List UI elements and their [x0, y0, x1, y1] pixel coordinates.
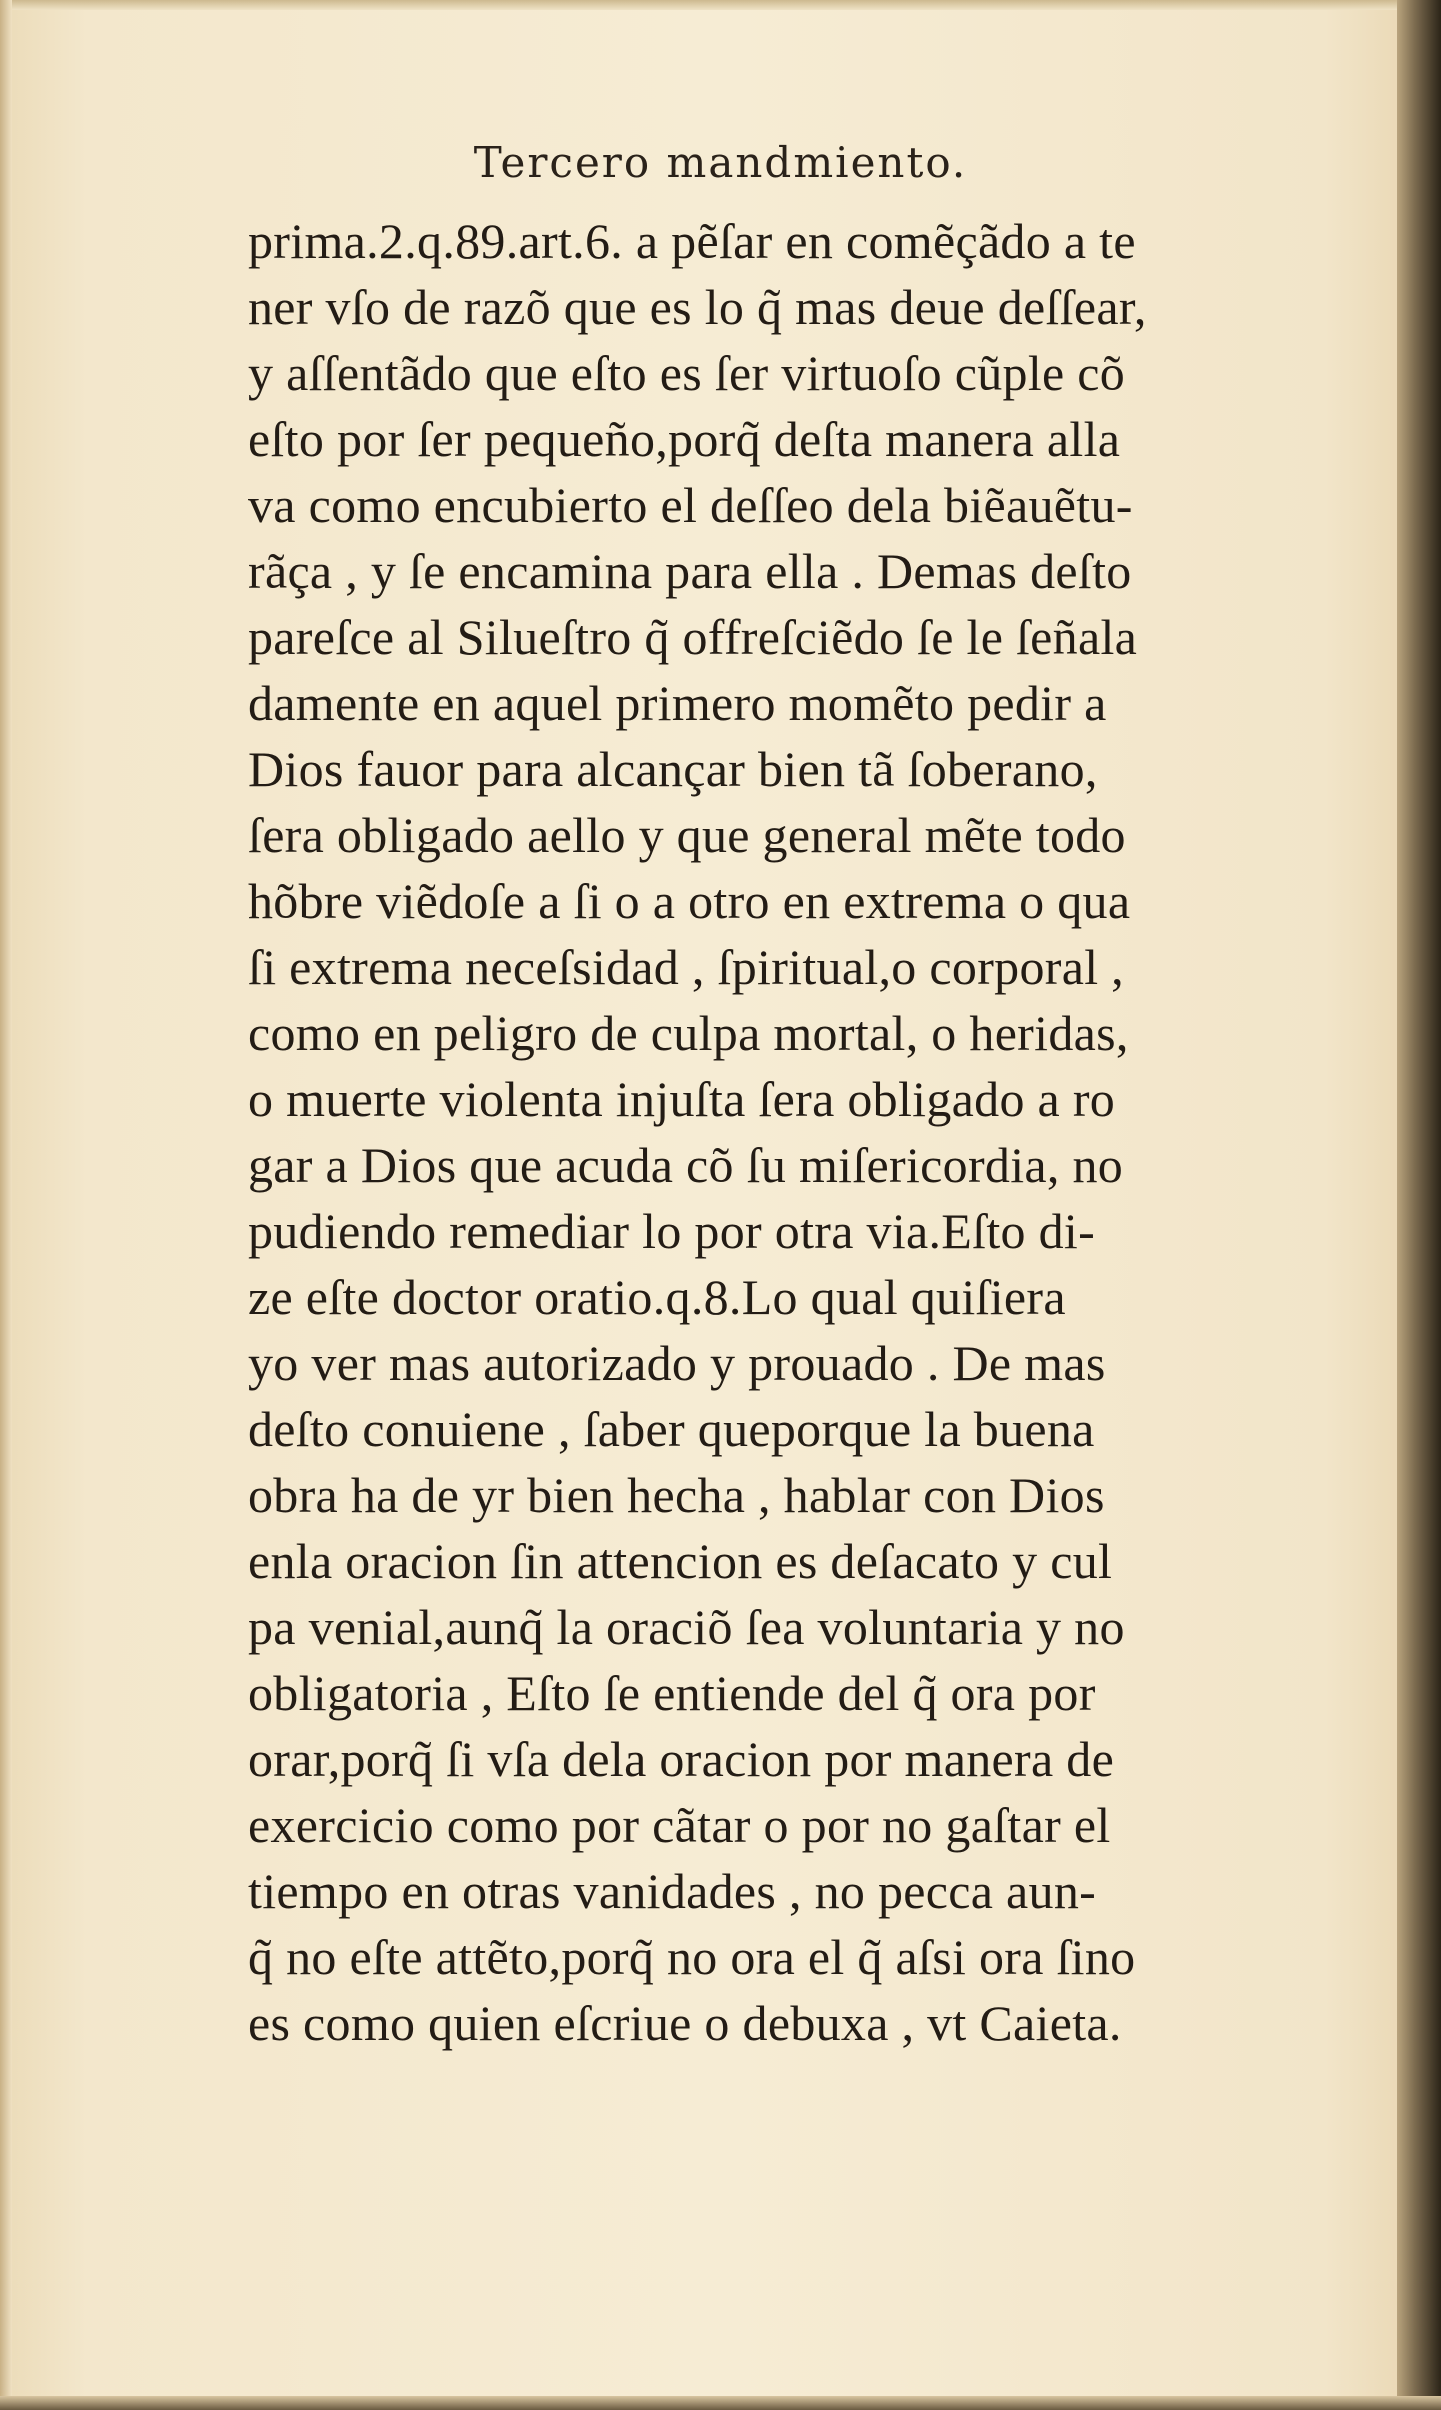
- page-right-edge: [1397, 0, 1441, 2410]
- text-line: q̃ no eſte attẽto,porq̃ no ora el q̃ aſsi ora ſino: [248, 1929, 1136, 1985]
- text-line: tiempo en otras vanidades , no pecca aun-: [248, 1863, 1097, 1919]
- text-line: y aſſentãdo que eſto es ſer virtuoſo cũple cõ: [248, 345, 1126, 401]
- text-line: rãça , y ſe encamina para ella . Demas deſto: [248, 543, 1132, 599]
- text-line: deſto conuiene , ſaber queporque la buena: [248, 1401, 1095, 1457]
- text-line: obra ha de yr bien hecha , hablar con Dios: [248, 1467, 1105, 1523]
- page-top-edge: [0, 0, 1441, 10]
- text-line: damente en aquel primero momẽto pedir a: [248, 675, 1107, 731]
- text-line: pa venial,aunq̃ la oraciõ ſea voluntaria y no: [248, 1599, 1125, 1655]
- running-header: Tercero mandmiento.: [473, 138, 968, 187]
- body-text: [248, 208, 1338, 2056]
- text-line: como en peligro de culpa mortal, o heridas,: [248, 1005, 1129, 1061]
- text-line: ſera obligado aello y que general mẽte todo: [248, 807, 1126, 863]
- text-line: obligatoria , Eſto ſe entiende del q̃ ora por: [248, 1665, 1096, 1721]
- text-line: enla oracion ſin attencion es deſacato y cul: [248, 1533, 1113, 1589]
- text-line: pareſce al Silueſtro q̃ offreſciẽdo ſe le ſeñala: [248, 609, 1138, 665]
- text-line: yo ver mas autorizado y prouado . De mas: [248, 1335, 1106, 1391]
- text-line: pudiendo remediar lo por otra via.Eſto di-: [248, 1203, 1096, 1259]
- text-line: o muerte violenta injuſta ſera obligado a ro: [248, 1071, 1116, 1127]
- page-bottom-edge: [0, 2396, 1441, 2410]
- text-line: va como encubierto el deſſeo dela biẽauẽtu-: [248, 477, 1133, 533]
- page-left-edge: [0, 0, 12, 2410]
- text-line: eſto por ſer pequeño,porq̃ deſta manera alla: [248, 411, 1121, 467]
- text-line: ze eſte doctor oratio.q.8.Lo qual quiſiera: [248, 1269, 1066, 1325]
- text-line: ner vſo de razõ que es lo q̃ mas deue deſſear,: [248, 279, 1147, 335]
- text-line: exercicio como por cãtar o por no gaſtar el: [248, 1797, 1111, 1853]
- text-line: orar,porq̃ ſi vſa dela oracion por manera de: [248, 1731, 1115, 1787]
- text-line: ſi extrema neceſsidad , ſpiritual,o corporal ,: [248, 939, 1124, 995]
- text-line: hõbre viẽdoſe a ſi o a otro en extrema o qua: [248, 873, 1131, 929]
- text-line: Dios fauor para alcançar bien tã ſoberano,: [248, 741, 1098, 797]
- text-line: es como quien eſcriue o debuxa , vt Caieta.: [248, 1995, 1122, 2051]
- text-line: prima.2.q.89.art.6. a pẽſar en comẽçãdo a te: [248, 213, 1136, 269]
- text-line: gar a Dios que acuda cõ ſu miſericordia, no: [248, 1137, 1124, 1193]
